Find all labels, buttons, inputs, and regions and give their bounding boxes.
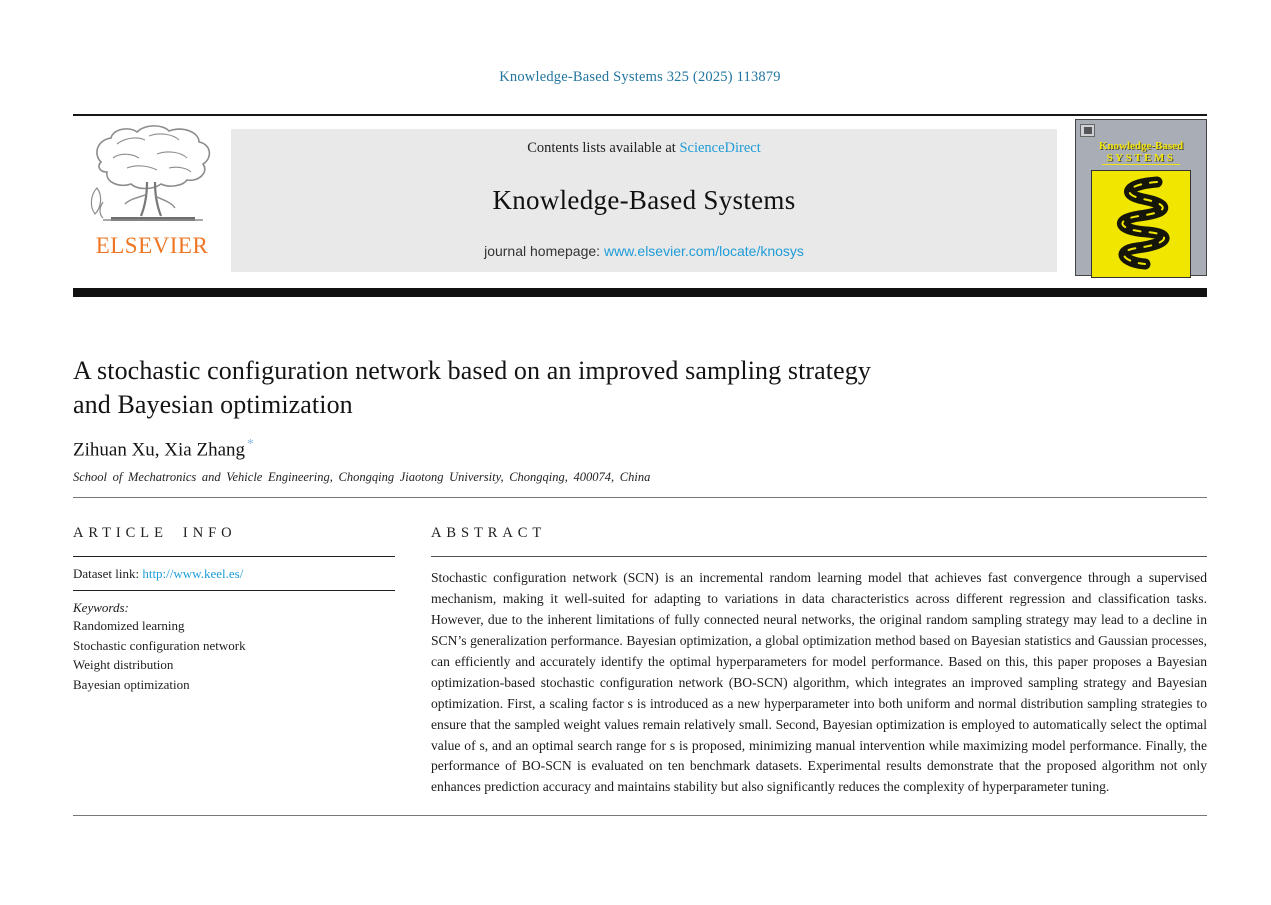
keyword-item: Weight distribution — [73, 657, 174, 673]
journal-header — [73, 116, 1207, 276]
elsevier-wordmark: ELSEVIER — [95, 233, 209, 258]
abstract-text: Stochastic configuration network (SCN) is an incremental random learning model that achieves fast convergence through a supervised mechanism, making it well-suited for adapting to variations in data characteristics across different regression and classification tasks. However, due to the inherent limitations of fully connected neural networks, the original random sampling strategy may lead to a decline in SCN’s generalization performance. Bayesian optimization, a global optimization method based on Bayesian statistics and Gaussian processes, can efficiently and accurately identify the optimal hyperparameters for model performance. Based on this, this paper proposes a Bayesian optimization-based stochastic configuration network (BO-SCN) algorithm, which integrates an improved sampling strategy and Bayesian optimization. First, a scaling factor s is introduced as a new hyperparameter into both uniform and normal distribution sampling strategies to ensure that the sampled weight values remain relatively small. Second, Bayesian optimization is employed to automatically select the optimal value of s, and an optimal search range for s is proposed, minimizing manual intervention while maximizing model performance. Finally, the performance of BO-SCN is evaluated on ten benchmark datasets. Experimental results demonstrate that the proposed algorithm not only enhances prediction accuracy and maintains stability but also significantly reduces the complexity of hyperparameter tuning. — [431, 570, 1207, 795]
article-info-rule-mid — [73, 590, 395, 591]
title-section-rule — [73, 497, 1207, 498]
journal-citation-link[interactable]: Knowledge-Based Systems 325 (2025) 113879 — [499, 69, 781, 85]
authors-line — [73, 437, 1207, 461]
header-divider-bar — [73, 288, 1207, 297]
cover-spiral-icon — [1095, 174, 1187, 274]
cover-title-line2: SYSTEMS — [1102, 152, 1180, 165]
keyword-item: Stochastic configuration network — [73, 637, 246, 653]
info-abstract-columns — [73, 525, 1207, 798]
abstract-section — [431, 525, 1207, 798]
article-info-rule-top — [73, 556, 395, 557]
article-info-heading: ARTICLE INFO — [73, 525, 237, 542]
keyword-item: Randomized learning — [73, 618, 185, 634]
contents-line — [251, 140, 1037, 157]
article-info-section — [73, 525, 395, 798]
journal-banner — [231, 129, 1057, 272]
cover-title-line1: Knowledge-Based — [1098, 140, 1184, 152]
cover-elsevier-mark — [1080, 124, 1095, 137]
journal-title: Knowledge-Based Systems — [492, 184, 796, 215]
journal-homepage-link[interactable]: www.elsevier.com/locate/knosys — [603, 243, 804, 259]
journal-cover-thumbnail[interactable] — [1075, 119, 1207, 276]
paper-page — [73, 68, 1207, 816]
homepage-prefix: journal homepage: — [484, 243, 604, 259]
article-title-line1: A stochastic configuration network based on an improved sampling strategy — [73, 356, 871, 385]
contents-prefix: Contents lists available at — [527, 140, 680, 156]
abstract-rule — [431, 556, 1207, 557]
author-names: Zihuan Xu, Xia Zhang — [73, 439, 246, 461]
article-title — [73, 354, 1207, 421]
corresponding-author-mark[interactable]: * — [247, 437, 255, 452]
sciencedirect-link[interactable]: ScienceDirect — [679, 140, 761, 156]
elsevier-logo[interactable] — [73, 124, 231, 259]
keyword-item: Bayesian optimization — [73, 676, 190, 692]
affiliation: School of Mechatronics and Vehicle Engineering, Chongqing Jiaotong University, Chongqing, 400074, China — [73, 470, 651, 485]
dataset-label: Dataset link: — [73, 566, 143, 582]
dataset-link[interactable]: http://www.keel.es/ — [142, 566, 244, 582]
cover-art — [1091, 170, 1191, 278]
dataset-line — [73, 566, 395, 582]
homepage-line — [251, 243, 1037, 259]
elsevier-tree-icon — [87, 124, 217, 232]
article-title-line2: and Bayesian optimization — [73, 389, 353, 419]
keywords-label: Keywords: — [73, 600, 129, 616]
abstract-heading: ABSTRACT — [431, 525, 547, 542]
cover-title — [1080, 140, 1202, 165]
bottom-rule — [73, 815, 1207, 816]
